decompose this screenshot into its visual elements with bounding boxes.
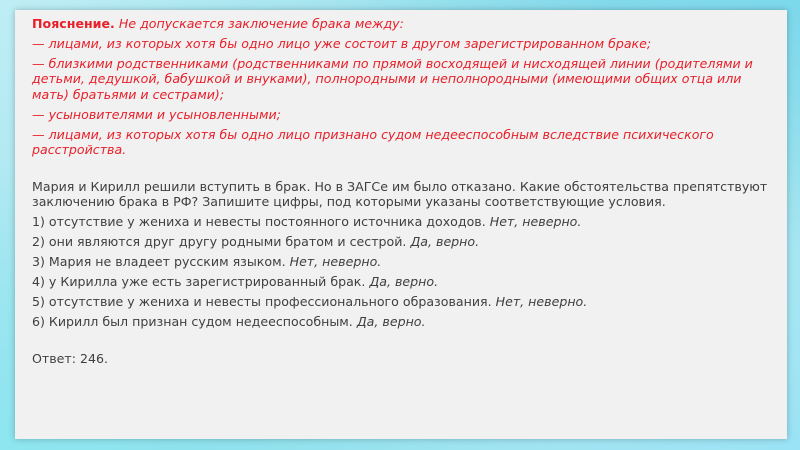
explanation-intro: Не допускается заключение брака между: [118,16,404,31]
explanation-item: — лицами, из которых хотя бы одно лицо признано судом недееспособным вследствие психического расстройства. [32,126,714,158]
option-verdict: Нет, неверно. [489,214,582,230]
task-block [32,179,771,367]
question-text: Мария и Кирилл решили вступить в брак. Но в ЗАГСе им было отказано. Какие обстоятельства препятствуют заключению брака в РФ? Запишите цифры, под которыми указаны соответствующие условия. [32,178,768,210]
option-verdict: Нет, неверно. [289,254,382,270]
option-item [32,254,771,269]
slide-panel [15,10,787,439]
explanation-label: Пояснение. [32,16,115,31]
explanation-item: — лицами, из которых хотя бы одно лицо уже состоит в другом зарегистрированном браке; [32,36,652,51]
option-verdict: Да, верно. [356,314,426,330]
option-text: 5) отсутствие у жениха и невесты профессионального образования. [32,294,492,310]
explanation-heading [32,16,771,31]
explanation-block [32,16,771,158]
option-verdict: Нет, неверно. [495,294,588,310]
explanation-item: — близкими родственниками (родственниками по прямой восходящей и нисходящей линии (родителями и детьми, дедушкой, бабушкой и внуками), полнородными и неполнородными (имеющими общих отца или мать) братьями и сестрами); [32,56,753,102]
option-item [32,294,771,309]
explanation-item: — усыновителями и усыновленными; [32,106,281,122]
option-verdict: Да, верно. [410,234,480,250]
option-item [32,234,771,249]
option-text: 6) Кирилл был признан судом недееспособным. [32,314,353,330]
option-text: 1) отсутствие у жениха и невесты постоянного источника доходов. [32,214,486,230]
option-text: 4) у Кирилла уже есть зарегистрированный брак. [32,274,366,290]
option-item [32,214,771,229]
option-item [32,314,771,329]
option-verdict: Да, верно. [369,274,439,290]
option-text: 2) они являются друг другу родными братом и сестрой. [32,234,407,250]
answer-text: Ответ: 246. [32,351,109,367]
option-item [32,274,771,289]
option-text: 3) Мария не владеет русским языком. [32,254,286,270]
